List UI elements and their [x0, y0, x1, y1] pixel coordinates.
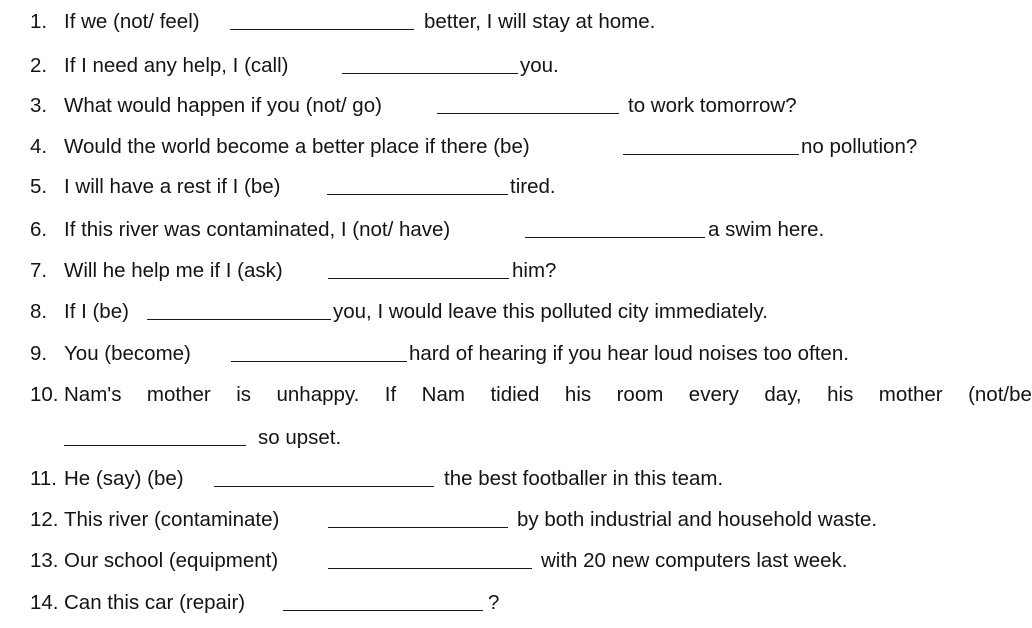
item-continuation: no pollution? — [801, 135, 918, 158]
item-number: 1. — [30, 10, 48, 33]
word: room — [616, 383, 664, 406]
answer-blank[interactable] — [437, 92, 619, 114]
answer-blank[interactable] — [342, 52, 518, 74]
item-continuation: tired. — [510, 175, 556, 198]
item-prompt: Our school (equipment) — [64, 549, 279, 572]
item-prompt: You (become) — [64, 342, 191, 365]
answer-blank[interactable] — [64, 424, 246, 446]
answer-blank[interactable] — [283, 589, 483, 611]
item-number: 12. — [30, 508, 59, 531]
item-continuation: by both industrial and household waste. — [517, 508, 878, 531]
item-number: 14. — [30, 591, 59, 614]
item-number: 7. — [30, 259, 48, 282]
item-number: 2. — [30, 54, 48, 77]
word: Nam's — [64, 383, 122, 406]
word: his — [564, 383, 592, 406]
item-prompt: If we (not/ feel) — [64, 10, 200, 33]
item-prompt: If I (be) — [64, 300, 129, 323]
word: tidied — [490, 383, 540, 406]
answer-blank[interactable] — [231, 340, 407, 362]
item-prompt: I will have a rest if I (be) — [64, 175, 281, 198]
answer-blank[interactable] — [327, 173, 508, 195]
answer-blank[interactable] — [328, 547, 532, 569]
item-continuation: ? — [488, 591, 500, 614]
item-number: 9. — [30, 342, 48, 365]
word: mother — [878, 383, 943, 406]
item-prompt: Can this car (repair) — [64, 591, 246, 614]
item-prompt: If this river was contaminated, I (not/ have) — [64, 218, 451, 241]
word: If — [384, 383, 397, 406]
word: (not/be — [968, 383, 1032, 406]
item-number: 10. — [30, 383, 59, 406]
answer-blank[interactable] — [214, 465, 434, 487]
item-number: 3. — [30, 94, 48, 117]
answer-blank[interactable] — [525, 216, 705, 238]
item-continuation: you, I would leave this polluted city immediately. — [333, 300, 768, 323]
exercise-item-10 — [0, 381, 1032, 409]
item-continuation: him? — [512, 259, 557, 282]
item-prompt: This river (contaminate) — [64, 508, 280, 531]
answer-blank[interactable] — [328, 257, 509, 279]
item-prompt: He (say) (be) — [64, 467, 184, 490]
item-number: 8. — [30, 300, 48, 323]
item-prompt: What would happen if you (not/ go) — [64, 94, 382, 117]
item-continuation: with 20 new computers last week. — [541, 549, 848, 572]
word: his — [827, 383, 854, 406]
word: is — [236, 383, 252, 406]
word: day, — [764, 383, 802, 406]
item-continuation: you. — [520, 54, 559, 77]
item-number: 6. — [30, 218, 48, 241]
answer-blank[interactable] — [147, 298, 331, 320]
word: unhappy. — [276, 383, 360, 406]
word: mother — [146, 383, 211, 406]
item-number: 11. — [30, 467, 57, 490]
item-prompt-justified — [64, 381, 1032, 409]
answer-blank[interactable] — [328, 506, 508, 528]
item-continuation: better, I will stay at home. — [424, 10, 656, 33]
word: Nam — [421, 383, 465, 406]
word: every — [688, 383, 739, 406]
item-prompt: Would the world become a better place if there (be) — [64, 135, 530, 158]
item-number: 5. — [30, 175, 48, 198]
item-continuation: to work tomorrow? — [628, 94, 797, 117]
item-prompt: If I need any help, I (call) — [64, 54, 289, 77]
item-prompt: Will he help me if I (ask) — [64, 259, 283, 282]
item-continuation: the best footballer in this team. — [444, 467, 724, 490]
answer-blank[interactable] — [623, 133, 799, 155]
answer-blank[interactable] — [230, 8, 414, 30]
item-continuation: so upset. — [258, 426, 342, 449]
item-number: 13. — [30, 549, 59, 572]
item-continuation: a swim here. — [708, 218, 825, 241]
item-number: 4. — [30, 135, 48, 158]
item-continuation: hard of hearing if you hear loud noises too often. — [409, 342, 849, 365]
